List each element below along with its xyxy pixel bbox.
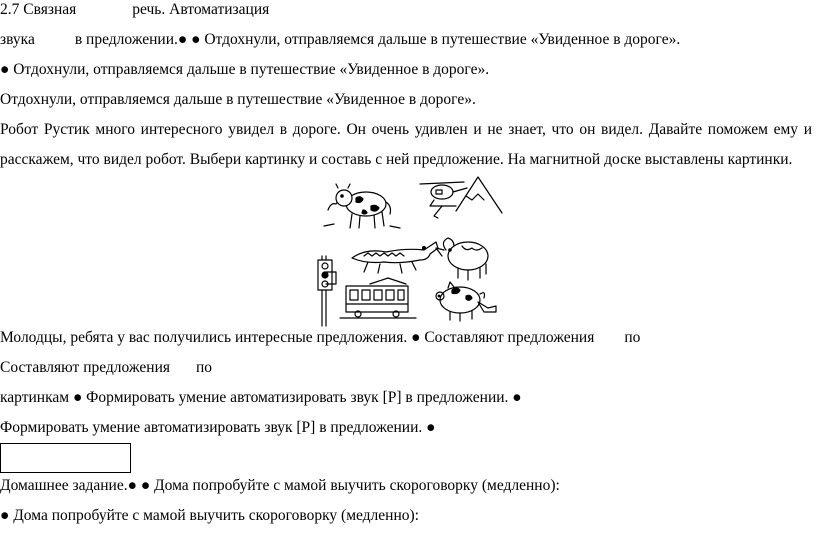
pig-drawing: [436, 282, 496, 321]
empty-frame-box: [0, 443, 131, 473]
text-line-7: [0, 328, 640, 348]
helicopter-mountain-drawing: [420, 177, 502, 218]
text-line-3: ● Отдохнули, отправляемся дальше в путешествие «Увиденное в дороге».: [0, 61, 490, 78]
rhino-drawing: [436, 238, 488, 280]
line-2-text: в предложении.● ● Отдохнули, отправляемся дальше в путешествие «Увиденное в дороге».: [74, 31, 681, 48]
line-8-text: Составляют предложения: [0, 359, 171, 376]
line-8-tail: по: [196, 359, 213, 376]
picture-collage: [316, 176, 504, 328]
text-line-10: Формировать умение автоматизировать звук [Р] в предложении. ●: [0, 419, 436, 436]
line-7-text: Молодцы, ребята у вас получились интересные предложения. ● Составляют предложения: [0, 329, 595, 346]
crocodile-drawing: [352, 242, 438, 273]
lesson-title-part3: звука: [0, 31, 35, 48]
text-line-9: картинкам ● Формировать умение автоматизировать звук [Р] в предложении. ●: [0, 389, 522, 406]
text-line-6: расскажем, что видел робот. Выбери картинку и составь с ней предложение. На магнитной доске выставлены картинки.: [0, 151, 793, 168]
text-line-1: [0, 0, 269, 20]
cow-drawing: [324, 184, 400, 228]
text-line-2: [0, 30, 680, 50]
text-line-8: [0, 358, 212, 378]
text-line-5: Робот Рустик много интересного увидел в дороге. Он очень удивлен и не знает, что он видел. Давайте поможем ему и: [0, 121, 812, 138]
lesson-title-part1: 2.7 Связная: [0, 1, 77, 18]
traffic-light-drawing: [318, 256, 336, 326]
text-line-4: Отдохнули, отправляемся дальше в путешествие «Увиденное в дороге».: [0, 91, 476, 108]
text-line-11: Домашнее задание.● ● Дома попробуйте с мамой выучить скороговорку (медленно):: [0, 477, 560, 494]
lesson-title-part2: речь. Автоматизация: [132, 1, 270, 18]
line-7-tail: по: [624, 329, 641, 346]
tram-drawing: [340, 278, 416, 318]
text-line-12: ● Дома попробуйте с мамой выучить скороговорку (медленно):: [0, 507, 419, 524]
